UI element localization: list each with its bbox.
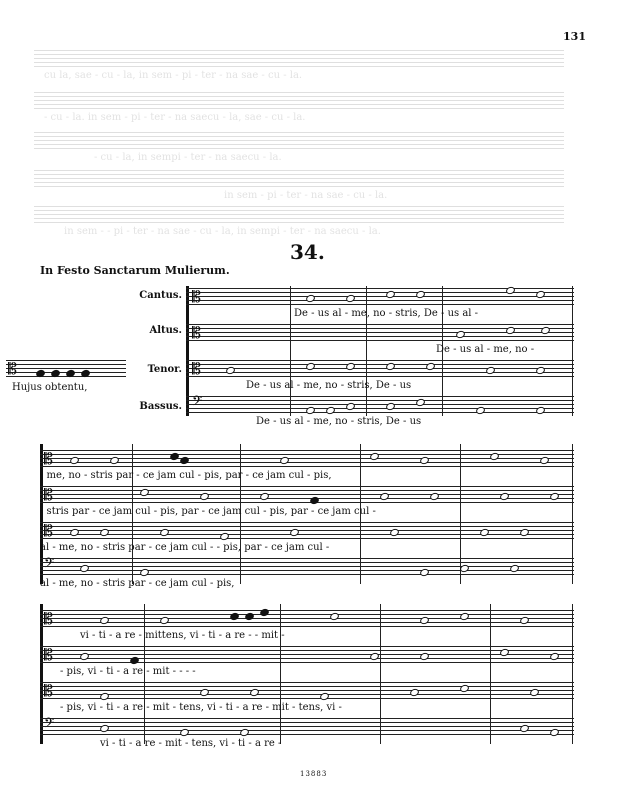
note-icon — [199, 688, 210, 698]
note-icon — [425, 362, 436, 372]
lyrics-bassus: al - me, no - stris par - ce jam cul - pis, — [40, 578, 235, 589]
note-icon — [535, 290, 546, 300]
note-icon — [379, 492, 390, 502]
note-icon — [529, 688, 540, 698]
note-icon — [199, 492, 210, 502]
staff-bassus — [40, 555, 574, 576]
note-icon — [219, 532, 230, 542]
note-icon — [535, 406, 546, 416]
note-icon — [369, 452, 380, 462]
note-icon — [385, 402, 396, 412]
note-icon — [179, 456, 190, 466]
note-icon — [99, 528, 110, 538]
voice-label-cantus: Cantus. — [139, 290, 182, 301]
staff-cantus — [40, 450, 574, 468]
intonation-text: Hujus obtentu, — [12, 382, 88, 393]
c-clef-icon: 𝄡 — [44, 609, 53, 628]
note-icon — [169, 452, 180, 462]
score-system-1 — [186, 286, 574, 426]
note-icon — [549, 728, 560, 738]
score-system-2 — [40, 444, 574, 600]
lyrics-bassus: De - us al - me, no - stris, De - us — [256, 416, 422, 427]
note-icon — [419, 568, 430, 578]
note-icon — [519, 616, 530, 626]
note-icon — [229, 612, 240, 622]
bleed-lyric: - cu - la, in sempi - ter - na saecu - la. — [94, 152, 282, 163]
piece-heading: In Festo Sanctarum Mulierum. — [40, 264, 230, 277]
note-icon — [99, 724, 110, 734]
note-icon — [540, 326, 551, 336]
printer-signature: 13883 — [300, 770, 328, 778]
note-icon — [499, 492, 510, 502]
note-icon — [429, 492, 440, 502]
note-icon — [549, 492, 560, 502]
bleed-lyric: in sem - pi - ter - na sae - cu - la. — [224, 190, 388, 201]
note-icon — [244, 612, 255, 622]
note-icon — [329, 612, 340, 622]
page-number: 131 — [563, 30, 586, 43]
staff-cantus — [40, 610, 574, 628]
note-icon — [79, 652, 90, 662]
note-icon — [69, 456, 80, 466]
note-icon — [419, 616, 430, 626]
note-icon — [479, 528, 490, 538]
note-icon — [509, 564, 520, 574]
note-icon — [69, 528, 80, 538]
staff-cantus — [186, 288, 574, 306]
note-icon — [159, 616, 170, 626]
c-clef-icon: 𝄡 — [44, 521, 53, 540]
lyrics-tenor: al - me, no - stris par - ce jam cul - - pis, par - ce jam cul - — [40, 542, 330, 553]
c-clef-icon: 𝄡 — [192, 359, 201, 378]
note-icon — [345, 362, 356, 372]
lyrics-tenor: - pis, vi - ti - a re - mit - tens, vi - ti - a re - mit - tens, vi - — [60, 702, 342, 713]
staff-tenor — [186, 360, 574, 378]
note-icon — [419, 456, 430, 466]
note-icon — [139, 568, 150, 578]
note-icon — [419, 652, 430, 662]
f-clef-icon: 𝄢 — [192, 393, 203, 412]
lyrics-cantus: - me, no - stris par - ce jam cul - pis, par - ce jam cul - pis, — [40, 470, 332, 481]
note-icon — [475, 406, 486, 416]
note-icon — [485, 366, 496, 376]
bleed-lyric: in sem - - pi - ter - na sae - cu - la, in sempi - ter - na saecu - la. — [64, 226, 381, 237]
note-icon — [109, 456, 120, 466]
note-icon — [385, 290, 396, 300]
f-clef-icon: 𝄢 — [44, 715, 55, 734]
note-icon — [249, 688, 260, 698]
note-icon — [519, 724, 530, 734]
note-icon — [505, 286, 516, 296]
note-icon — [539, 456, 550, 466]
note-icon — [305, 406, 316, 416]
note-icon — [389, 528, 400, 538]
note-icon — [225, 366, 236, 376]
note-icon — [459, 564, 470, 574]
note-icon — [409, 688, 420, 698]
bleed-lyric: - cu - la. in sem - pi - ter - na saecu - la, sae - cu - la. — [44, 112, 306, 123]
score-system-3 — [40, 604, 574, 760]
c-clef-icon: 𝄡 — [192, 287, 201, 306]
note-icon — [259, 492, 270, 502]
lyrics-altus: - stris par - ce jam cul - pis, par - ce jam cul - pis, par - ce jam cul - — [40, 506, 376, 517]
staff-tenor — [40, 522, 574, 540]
note-icon — [79, 564, 90, 574]
intonation-staff — [6, 360, 126, 378]
note-icon — [345, 294, 356, 304]
note-icon — [239, 728, 250, 738]
note-icon — [305, 294, 316, 304]
note-icon — [179, 728, 190, 738]
note-icon — [385, 362, 396, 372]
c-clef-icon: 𝄡 — [44, 681, 53, 700]
c-clef-icon: 𝄡 — [44, 449, 53, 468]
f-clef-icon: 𝄢 — [44, 555, 55, 574]
note-icon — [305, 362, 316, 372]
note-icon — [319, 692, 330, 702]
note-icon — [535, 366, 546, 376]
note-icon — [325, 406, 336, 416]
lyrics-altus: De - us al - me, no - — [436, 344, 535, 355]
note-icon — [289, 528, 300, 538]
lyrics-cantus: vi - ti - a re - mittens, vi - ti - a re - - mit - — [80, 630, 285, 641]
voice-label-tenor: Tenor. — [147, 364, 182, 375]
note-icon — [139, 488, 150, 498]
c-clef-icon: 𝄡 — [192, 323, 201, 342]
note-icon — [369, 652, 380, 662]
note-icon — [259, 608, 270, 618]
note-icon — [99, 692, 110, 702]
staff-bassus — [40, 715, 574, 736]
staff-altus — [40, 486, 574, 504]
lyrics-bassus: vi - ti - a re - mit - tens, vi - ti - a re - — [100, 738, 282, 749]
note-icon — [345, 402, 356, 412]
piece-number: 34. — [290, 240, 325, 264]
note-icon — [279, 456, 290, 466]
bleed-through-area — [34, 40, 564, 240]
lyrics-tenor: De - us al - me, no - stris, De - us — [246, 380, 412, 391]
note-icon — [519, 528, 530, 538]
lyrics-cantus: De - us al - me, no - stris, De - us al - — [294, 308, 479, 319]
note-icon — [499, 648, 510, 658]
staff-tenor — [40, 682, 574, 700]
c-clef-icon: 𝄡 — [44, 645, 53, 664]
lyrics-altus: - pis, vi - ti - a re - mit - - - - — [60, 666, 196, 677]
staff-bassus — [186, 393, 574, 414]
note-icon — [489, 452, 500, 462]
voice-label-altus: Altus. — [149, 325, 182, 336]
note-icon — [505, 326, 516, 336]
note-icon — [129, 656, 140, 666]
note-icon — [549, 652, 560, 662]
note-icon — [459, 684, 470, 694]
note-icon — [459, 612, 470, 622]
note-icon — [159, 528, 170, 538]
c-clef-icon: 𝄡 — [8, 359, 17, 378]
note-icon — [415, 290, 426, 300]
staff-altus — [186, 324, 574, 342]
c-clef-icon: 𝄡 — [44, 485, 53, 504]
bleed-lyric: cu la, sae - cu - la, in sem - pi - ter - na sae - cu - la. — [44, 70, 303, 81]
note-icon — [99, 616, 110, 626]
note-icon — [415, 398, 426, 408]
note-icon — [309, 496, 320, 506]
staff-altus — [40, 646, 574, 664]
note-icon — [455, 330, 466, 340]
voice-label-bassus: Bassus. — [139, 401, 182, 412]
